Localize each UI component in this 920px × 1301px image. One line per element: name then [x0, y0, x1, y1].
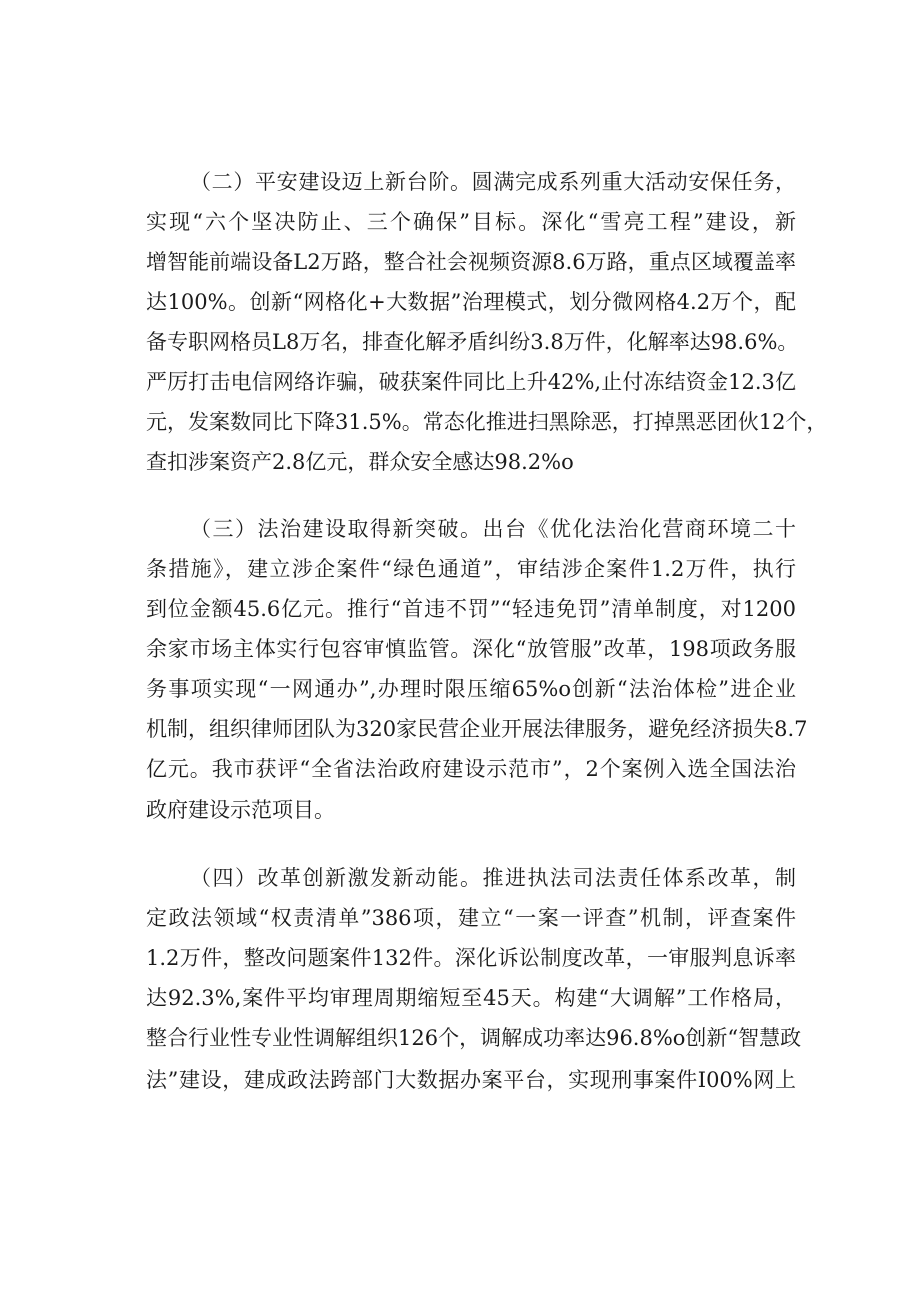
- text-line: 达92.3%,案件平均审理周期缩短至45天。构建“大调解”工作格局，: [146, 986, 796, 1010]
- text-line: 定政法领域“权责清单”386项，建立“一案一评查”机制，评查案件: [146, 906, 796, 930]
- text-line: 增智能前端设备L2万路，整合社会视频资源8.6万路，重点区域覆盖率: [146, 250, 796, 274]
- text-line: 查扣涉案资产2.8亿元，群众安全感达98.2%o: [146, 450, 574, 474]
- text-line: 元，发案数同比下降31.5%。常态化推进扫黑除恶，打掉黑恶团伙12个，: [146, 410, 828, 434]
- text-line: （三）法治建设取得新突破。出台《优化法治化营商环境二十: [190, 517, 796, 541]
- text-line: 1.2万件，整改问题案件132件。深化诉讼制度改革，一审服判息诉率: [146, 946, 796, 970]
- text-line: 机制，组织律师团队为320家民营企业开展法律服务，避免经济损失8.7: [146, 717, 808, 741]
- text-line: 条措施》，建立涉企案件“绿色通道”，审结涉企案件1.2万件，执行: [146, 557, 796, 581]
- text-line: 实现“六个坚决防止、三个确保”目标。深化“雪亮工程”建设，新: [146, 210, 796, 234]
- text-line: （四）改革创新激发新动能。推进执法司法责任体系改革，制: [190, 866, 796, 890]
- text-line: 达100%。创新“网格化+大数据”治理模式，划分微网格4.2万个，配: [146, 290, 796, 314]
- text-line: 政府建设示范项目。: [146, 798, 335, 822]
- text-line: 整合行业性专业性调解组织126个，调解成功率达96.8%o创新“智慧政: [146, 1026, 802, 1050]
- text-line: 严厉打击电信网络诈骗，破获案件同比上升42%,止付冻结资金12.3亿: [146, 370, 796, 394]
- text-line: 亿元。我市获评“全省法治政府建设示范市”，2个案例入选全国法治: [146, 757, 796, 781]
- text-line: 务事项实现“一网通办”,办理时限压缩65%o创新“法治体检”进企业: [146, 677, 796, 701]
- text-line: 备专职网格员L8万名，排查化解矛盾纠纷3.8万件，化解率达98.6%。: [146, 330, 799, 354]
- text-line: （二）平安建设迈上新台阶。圆满完成系列重大活动安保任务，: [190, 170, 796, 194]
- text-line: 到位金额45.6亿元。推行“首违不罚”“轻违免罚”清单制度，对1200: [146, 597, 796, 621]
- text-line: 余家市场主体实行包容审慎监管。深化“放管服”改革，198项政务服: [146, 637, 796, 661]
- text-line: 法”建设，建成政法跨部门大数据办案平台，实现刑事案件I00%网上: [146, 1068, 796, 1092]
